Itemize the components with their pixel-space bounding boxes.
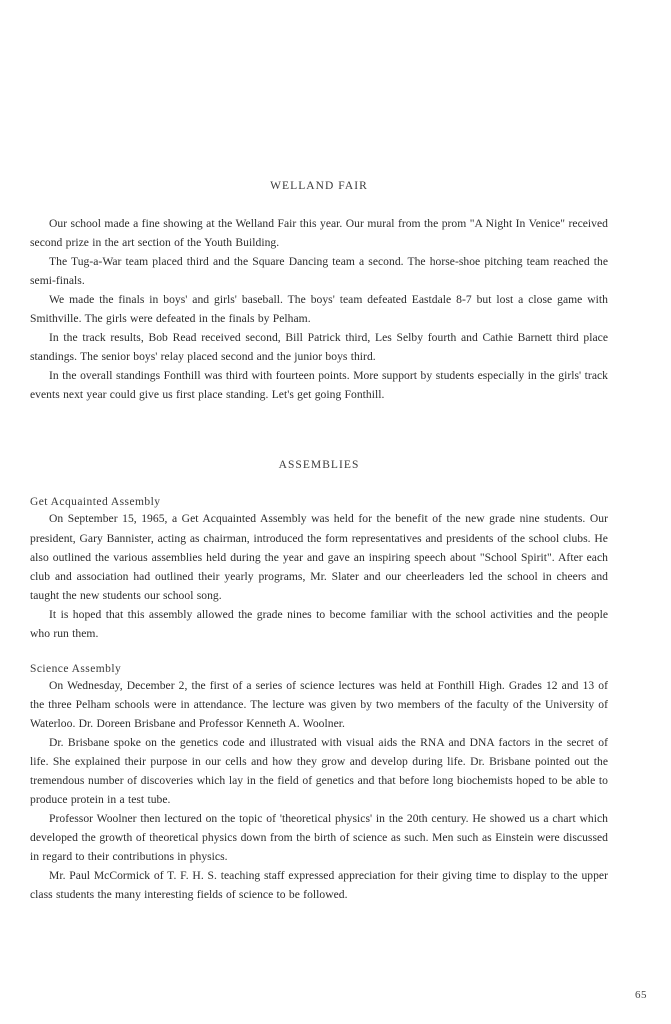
subsection-gap <box>30 643 608 663</box>
page-content <box>30 0 608 904</box>
top-spacer <box>30 0 608 180</box>
paragraph: Professor Woolner then lectured on the topic of 'theoretical physics' in the 20th century. He showed us a chart which developed the growth of theoretical physics down from the birth of science as such. Men such as Einstein were discussed in regard to their contributions in physics. <box>30 812 608 864</box>
heading-body-gap <box>30 471 608 496</box>
subheading-science-assembly: Science Assembly <box>30 662 122 675</box>
section-heading-assemblies: ASSEMBLIES <box>278 459 360 472</box>
paragraph: It is hoped that this assembly allowed the grade nines to become familiar with the school activities and the people who run them. <box>30 607 608 640</box>
paragraph: In the overall standings Fonthill was third with fourteen points. More support by students especially in the girls' track events next year could give us first place standing. Let's get going Fonthill. <box>30 369 608 402</box>
page-number: 65 <box>635 989 647 1001</box>
subheading-get-acquainted-assembly: Get Acquainted Assembly <box>30 496 161 509</box>
paragraph: Our school made a fine showing at the Welland Fair this year. Our mural from the prom "A Night In Venice" received second prize in the art section of the Youth Building. <box>30 217 608 250</box>
section-gap <box>30 404 608 459</box>
heading-body-gap <box>30 192 608 214</box>
paragraph: The Tug-a-War team placed third and the Square Dancing team a second. The horse-shoe pitching team reached the semi-finals. <box>30 255 608 288</box>
paragraph: On Wednesday, December 2, the first of a series of science lectures was held at Fonthill High. Grades 12 and 13 of the three Pelham schools were in attendance. The lecture was given by two members of the faculty of the University of Waterloo. Dr. Doreen Brisbane and Professor Kenneth A. Woolner. <box>30 678 608 730</box>
paragraph: Mr. Paul McCormick of T. F. H. S. teaching staff expressed appreciation for their giving time to display to the upper class students the many interesting fields of science to be followed. <box>30 869 608 902</box>
paragraph: We made the finals in boys' and girls' baseball. The boys' team defeated Eastdale 8-7 but lost a close game with Smithville. The girls were defeated in the finals by Pelham. <box>30 293 608 326</box>
paragraph: In the track results, Bob Read received second, Bill Patrick third, Les Selby fourth and Cathie Barnett third place standings. The senior boys' relay placed second and the junior boys third. <box>30 331 608 364</box>
paragraph: Dr. Brisbane spoke on the genetics code and illustrated with visual aids the RNA and DNA factors in the secret of life. She explained their purpose in our cells and how they grow and develop during life. Dr. Brisbane pointed out the tremendous number of discoveries which lay in the field of genetics and that before long biochemists hoped to be able to produce protein in a test tube. <box>30 735 608 807</box>
section-heading-welland-fair: WELLAND FAIR <box>270 180 368 192</box>
paragraph: On September 15, 1965, a Get Acquainted Assembly was held for the benefit of the new grade nine students. Our president, Gary Bannister, acting as chairman, introduced the form representatives and presidents of the school clubs. He also outlined the various assemblies held during the year and gave an inspiring speech about "School Spirit". After each club and association had outlined their yearly programs, Mr. Slater and our cheerleaders led the school in cheers and taught the new students our school song. <box>30 512 608 602</box>
